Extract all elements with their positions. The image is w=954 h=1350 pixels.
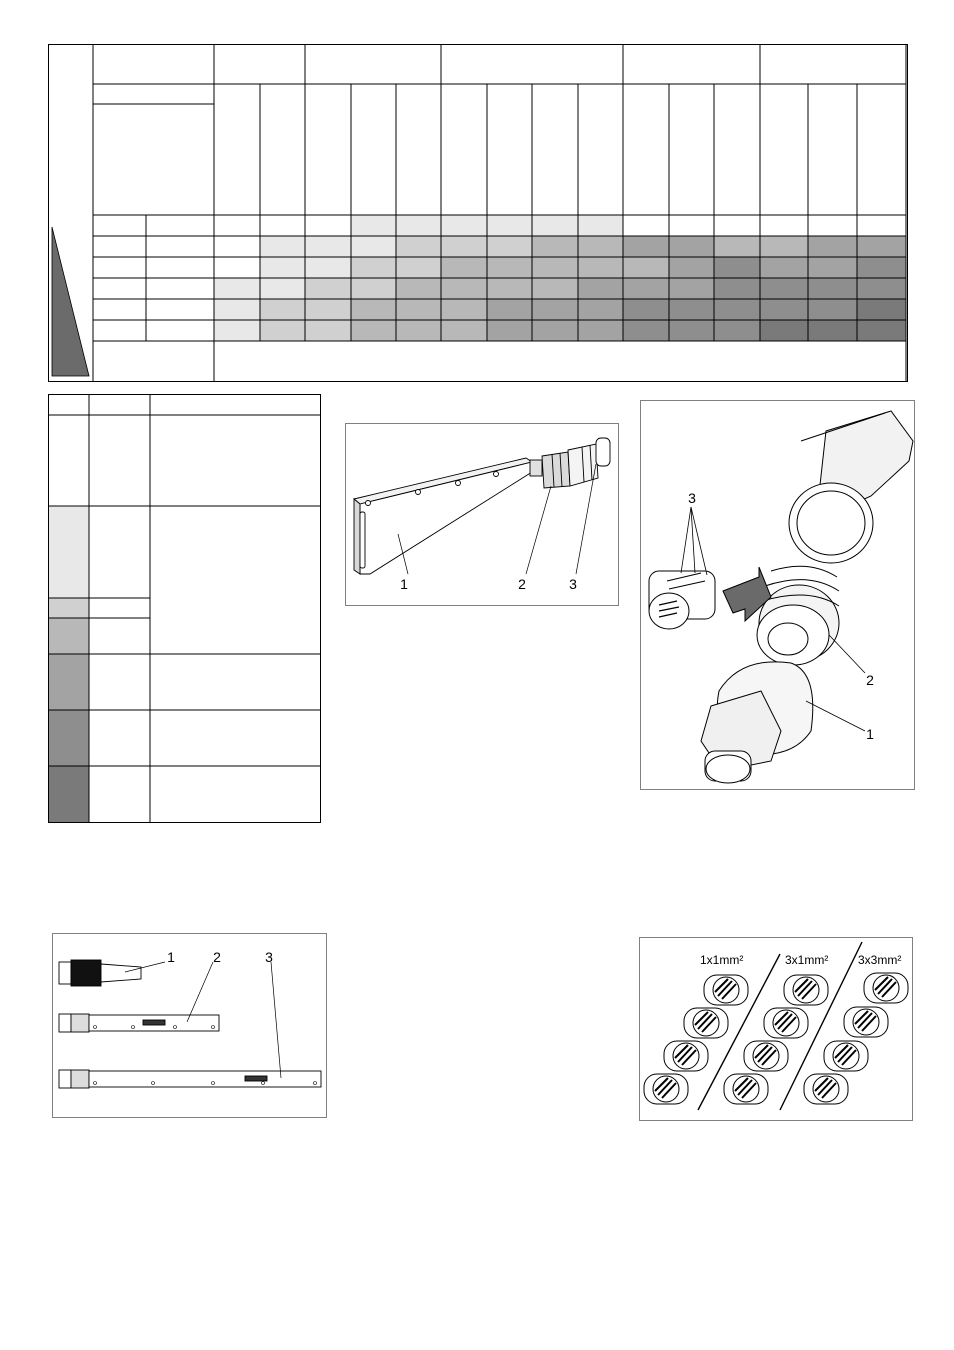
shade-cell <box>760 236 808 257</box>
shade-cell <box>214 320 260 341</box>
shade-cell <box>760 215 808 236</box>
shade-cell <box>760 299 808 320</box>
shade-cell <box>623 278 669 299</box>
shade-cell <box>396 320 441 341</box>
shade-cell <box>714 320 760 341</box>
shade-cell <box>714 299 760 320</box>
callout-2: 2 <box>213 949 221 965</box>
label-1x1mm2: 1x1mm² <box>700 953 744 967</box>
shade-cell <box>214 299 260 320</box>
legend-swatch <box>48 766 89 823</box>
shade-cell <box>714 236 760 257</box>
legend-swatch <box>48 415 89 506</box>
callout-2: 2 <box>518 576 526 592</box>
shade-cell <box>441 278 487 299</box>
shade-cell <box>305 299 351 320</box>
legend-swatch <box>48 710 89 766</box>
shade-cell <box>669 320 714 341</box>
shade-cell <box>808 215 857 236</box>
shade-cell <box>623 299 669 320</box>
legend-swatch <box>48 506 89 598</box>
shade-cell <box>760 257 808 278</box>
shading-table-grid <box>48 44 908 383</box>
shade-cell <box>441 257 487 278</box>
shade-cell <box>487 215 532 236</box>
shade-cell <box>305 215 351 236</box>
shade-cell <box>808 236 857 257</box>
shade-cell <box>351 278 396 299</box>
legend-grid <box>48 394 322 824</box>
sensor-shading-table <box>48 44 908 383</box>
shade-cell <box>487 236 532 257</box>
shade-cell <box>351 215 396 236</box>
figure-seal-inserts <box>639 937 913 1121</box>
shade-cell <box>623 236 669 257</box>
shade-cell <box>396 215 441 236</box>
shade-cell <box>578 320 623 341</box>
shade-cell <box>351 257 396 278</box>
shade-cell <box>578 278 623 299</box>
label-3x1mm2: 3x1mm² <box>785 953 829 967</box>
shade-cell <box>396 257 441 278</box>
shade-cell <box>305 236 351 257</box>
shade-cell <box>623 257 669 278</box>
shade-cell <box>669 215 714 236</box>
shade-cell <box>487 320 532 341</box>
shade-cell <box>669 257 714 278</box>
shade-cell <box>532 278 578 299</box>
shade-legend-table <box>48 394 322 824</box>
shade-cell <box>623 215 669 236</box>
shade-cell <box>623 320 669 341</box>
shade-cell <box>487 299 532 320</box>
shade-cell <box>351 299 396 320</box>
shade-cell <box>714 257 760 278</box>
shade-cell <box>578 299 623 320</box>
label-3x3mm2: 3x3mm² <box>858 953 902 967</box>
shade-cell <box>714 215 760 236</box>
shade-cell <box>857 320 906 341</box>
figure-blade-sensor <box>345 423 619 606</box>
shade-cell <box>260 236 305 257</box>
callout-1: 1 <box>866 726 874 742</box>
shade-cell <box>260 215 305 236</box>
shade-cell <box>532 320 578 341</box>
shade-cell <box>808 257 857 278</box>
callout-3: 3 <box>688 490 696 506</box>
shade-cell <box>305 320 351 341</box>
shade-cell <box>578 215 623 236</box>
shade-cell <box>714 278 760 299</box>
shade-cell <box>487 257 532 278</box>
shade-cell <box>396 278 441 299</box>
shade-cell <box>214 278 260 299</box>
shade-cell <box>305 278 351 299</box>
shade-cell <box>532 257 578 278</box>
shade-cell <box>532 236 578 257</box>
shade-cell <box>351 236 396 257</box>
shade-cell <box>214 215 260 236</box>
shade-cell <box>441 236 487 257</box>
shade-cell <box>578 257 623 278</box>
shade-cell <box>669 236 714 257</box>
shade-cell <box>214 236 260 257</box>
shade-cell <box>487 278 532 299</box>
shade-cell <box>760 320 808 341</box>
gradient-wedge-icon <box>52 227 89 376</box>
shade-cell <box>808 299 857 320</box>
figure-sensor-lengths <box>52 933 327 1118</box>
callout-3: 3 <box>265 949 273 965</box>
shade-cell <box>578 236 623 257</box>
shade-cell <box>669 278 714 299</box>
callout-1: 1 <box>167 949 175 965</box>
figure-cable-gland <box>640 400 915 790</box>
shade-cell <box>260 278 305 299</box>
shade-cell <box>857 257 906 278</box>
shade-cell <box>351 320 396 341</box>
shade-cell <box>260 320 305 341</box>
shade-cell <box>808 278 857 299</box>
shade-cell <box>441 215 487 236</box>
shade-cell <box>396 299 441 320</box>
shade-cell <box>857 215 906 236</box>
shade-cell <box>532 299 578 320</box>
shade-cell <box>808 320 857 341</box>
callout-1: 1 <box>400 576 408 592</box>
shade-cell <box>260 299 305 320</box>
shade-cell <box>260 257 305 278</box>
callout-3: 3 <box>569 576 577 592</box>
legend-swatch <box>48 598 89 618</box>
shade-cell <box>214 257 260 278</box>
shade-cell <box>857 299 906 320</box>
shade-cell <box>441 299 487 320</box>
shade-cell <box>305 257 351 278</box>
shade-cell <box>669 299 714 320</box>
legend-swatch <box>48 618 89 654</box>
shade-cell <box>857 236 906 257</box>
shade-cell <box>532 215 578 236</box>
shade-cell <box>857 278 906 299</box>
callout-2: 2 <box>866 672 874 688</box>
shade-cell <box>760 278 808 299</box>
shade-cell <box>396 236 441 257</box>
shade-cell <box>441 320 487 341</box>
legend-swatch <box>48 654 89 710</box>
